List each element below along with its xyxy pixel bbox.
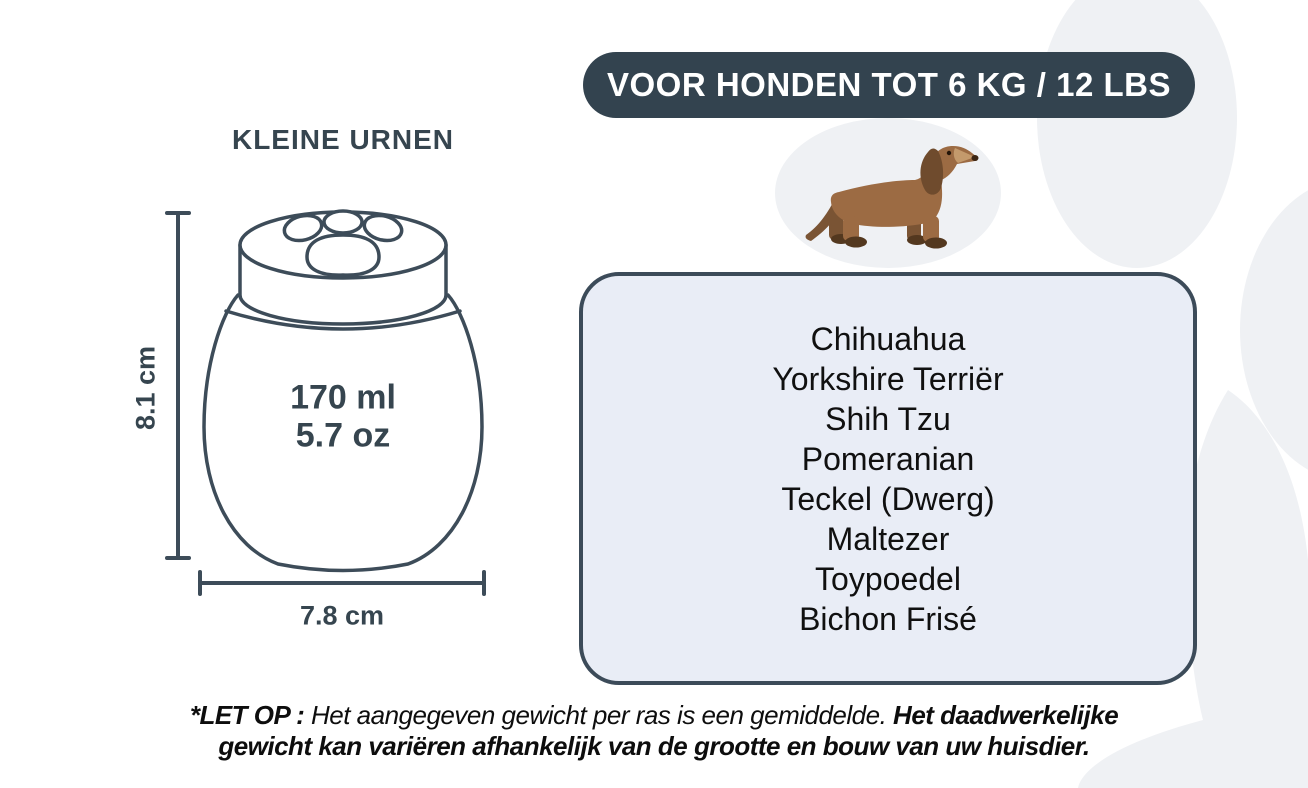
urn-volume-ml: 170 ml — [290, 378, 396, 417]
breed-item: Teckel (Dwerg) — [781, 480, 995, 517]
breed-item: Maltezer — [826, 520, 950, 557]
page-title: KLEINE URNEN — [231, 124, 454, 155]
dog-eye — [947, 151, 951, 155]
breed-item: Pomeranian — [801, 440, 975, 477]
weight-notice — [0, 700, 1308, 762]
dachshund-illustration — [795, 138, 985, 250]
dog-ear — [920, 148, 943, 194]
notice-regular: Het aangegeven gewicht per ras is een gemiddelde. — [310, 700, 894, 730]
notice-prefix: *LET OP : — [189, 700, 311, 730]
breeds-box — [579, 272, 1197, 685]
breed-item: Chihuahua — [810, 320, 966, 357]
urn-volume-oz: 5.7 oz — [295, 416, 391, 455]
breed-item: Shih Tzu — [825, 400, 951, 437]
breed-item: Bichon Frisé — [799, 600, 977, 637]
urn-height-label: 8.1 cm — [130, 345, 161, 431]
weight-notice-line1 — [0, 700, 1308, 731]
breed-item: Yorkshire Terriër — [772, 360, 1004, 397]
breed-item: Toypoedel — [815, 560, 961, 597]
notice-bold-end: Het daadwerkelijke — [893, 700, 1119, 730]
paw-toe-icon — [1037, 0, 1237, 268]
dog-nose — [972, 155, 979, 161]
weight-banner: VOOR HONDEN TOT 6 KG / 12 LBS — [583, 52, 1195, 118]
urn-width-label: 7.8 cm — [299, 600, 385, 631]
weight-notice-line2: gewicht kan variëren afhankelijk van de grootte en bouw van uw huisdier. — [218, 731, 1090, 761]
